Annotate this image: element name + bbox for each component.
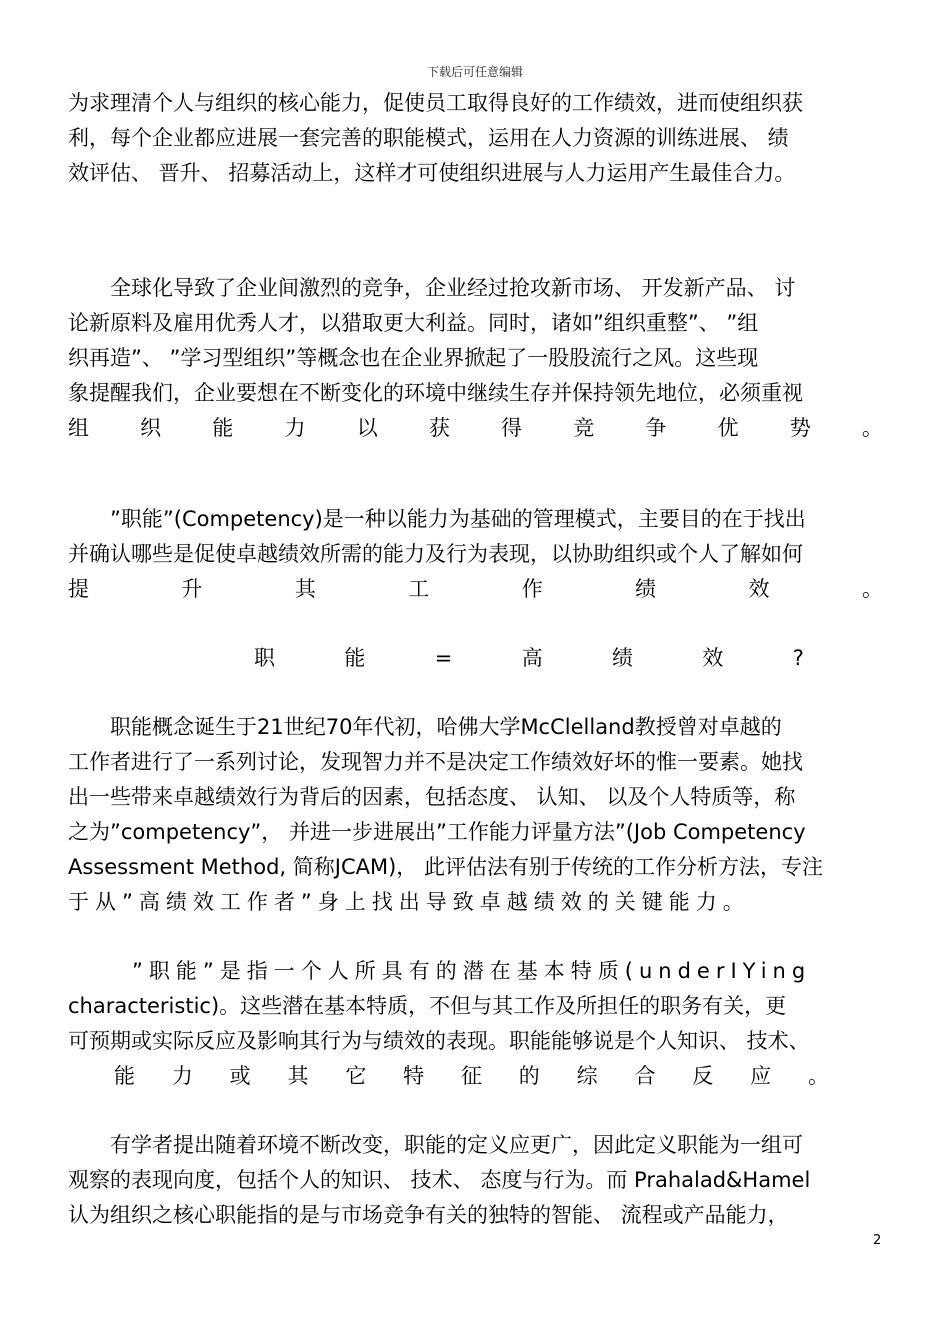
formula-char: 高 [521, 646, 543, 670]
text-line: 职能概念诞生于21世纪70年代初，哈佛大学McClelland教授曾对卓越的 [110, 715, 782, 739]
text-line: 认为组织之核心职能指的是与市场竞争有关的独特的智能、 流程或产品能力， [68, 1203, 789, 1227]
spread-char: 提 [68, 577, 89, 601]
text-line: 利，每个企业都应进展一套完善的职能模式，运用在人力资源的训练进展、 绩 [68, 126, 789, 150]
spread-char: 它 [345, 1064, 367, 1088]
text-line: 全球化导致了企业间激烈的竞争，企业经过抢攻新市场、 开发新产品、 讨 [110, 276, 796, 300]
text-line: 论新原料及雇用优秀人才，以猎取更大利益。同时，诸如”组织重整”、 ”组 [68, 311, 759, 335]
text-line: 并确认哪些是促使卓越绩效所需的能力及行为表现，以协助组织或个人了解如何 [68, 542, 803, 566]
spread-char: 势 [789, 416, 811, 440]
text-line: ”职能”(Competency)是一种以能力为基础的管理模式，主要目的在于找出 [110, 507, 806, 531]
text-line: ”职能”是指一个人所具有的潜在基本特质(underIYing [132, 959, 812, 983]
spread-char: 得 [501, 416, 523, 440]
spread-char: 应 [750, 1064, 772, 1088]
spread-char: 。 [861, 577, 883, 601]
spread-char: 力 [284, 416, 306, 440]
spread-line [68, 411, 883, 446]
text-line: 可预期或实际反应及影响其行为与绩效的表现。职能能够说是个人知识、 技术、 [68, 1029, 810, 1053]
spread-char: 的 [518, 1064, 540, 1088]
spread-line [68, 572, 883, 607]
text-line: Assessment Method, 简称JCAM)， 此评估法有别于传统的工作分析方法，专注 [68, 855, 823, 879]
formula-char: 绩 [612, 646, 634, 670]
paragraph-3 [68, 502, 883, 607]
formula-char: = [434, 646, 453, 670]
spread-char: 或 [229, 1064, 251, 1088]
spread-char: 反 [692, 1064, 714, 1088]
spread-char: 优 [717, 416, 739, 440]
spread-line [68, 1059, 883, 1094]
text-line: 有学者提出随着环境不断改变，职能的定义应更广，因此定义职能为一组可 [110, 1133, 803, 1157]
text-line: 为求理清个人与组织的核心能力，促使员工取得良好的工作绩效，进而使组织获 [68, 91, 803, 115]
spread-char: 绩 [635, 577, 657, 601]
formula-char: ? [792, 646, 804, 670]
spread-char: 获 [428, 416, 450, 440]
formula-char: 能 [344, 646, 366, 670]
spread-char: 竞 [573, 416, 595, 440]
spread-char: 组 [68, 416, 89, 440]
spread-char: 以 [356, 416, 378, 440]
text-line: 于从”高绩效工作者”身上找出导致卓越绩效的关键能力。 [68, 890, 750, 914]
formula-char: 职 [254, 646, 275, 670]
spread-char: 力 [171, 1064, 193, 1088]
text-line: 之为”competency”， 并进一步进展出”工作能力评量方法”(Job Competency [68, 820, 806, 844]
text-line: 观察的表现向度，包括个人的知识、 技术、 态度与行为。而 Prahalad&Hamel [68, 1168, 811, 1192]
text-line: 效评估、 晋升、 招募活动上，这样才可使组织进展与人力运用产生最佳合力。 [68, 161, 796, 185]
paragraph-4 [68, 710, 883, 920]
text-line: 出一些带来卓越绩效行为背后的因素，包括态度、 认知、 以及个人特质等，称 [68, 785, 796, 809]
paragraph-5 [68, 954, 883, 1094]
spread-char: 。 [861, 416, 883, 440]
spread-char: 织 [140, 416, 162, 440]
paragraph-1 [68, 86, 883, 191]
spread-char: 其 [294, 577, 316, 601]
spread-char: 工 [408, 577, 430, 601]
text-line: 织再造”、 ”学习型组织”等概念也在企业界掀起了一股股流行之风。这些现 [68, 346, 759, 370]
spread-char: 。 [807, 1064, 829, 1088]
spread-char: 效 [748, 577, 770, 601]
formula-char: 效 [702, 646, 724, 670]
spread-char: 争 [645, 416, 667, 440]
spread-char: 作 [521, 577, 543, 601]
spread-char: 能 [212, 416, 234, 440]
spread-char: 征 [460, 1064, 482, 1088]
spread-char: 合 [634, 1064, 656, 1088]
text-line: characteristic)。这些潜在基本特质，不但与其工作及所担任的职务有关，更 [68, 994, 787, 1018]
text-line: 象提醒我们，企业要想在不断变化的环境中继续生存并保持领先地位，必须重视 [68, 381, 803, 405]
paragraph-2 [68, 271, 883, 446]
spread-char: 升 [181, 577, 203, 601]
text-line: 工作者进行了一系列讨论，发现智力并不是决定工作绩效好坏的惟一要素。她找 [68, 750, 803, 774]
paragraph-6 [68, 1128, 883, 1233]
spread-char: 特 [403, 1064, 425, 1088]
body-text [68, 86, 883, 1233]
spread-char: 其 [287, 1064, 309, 1088]
formula-line [254, 641, 804, 676]
spread-char: 综 [576, 1064, 598, 1088]
spread-char: 能 [114, 1064, 135, 1088]
page-header: 下载后可任意编辑 [426, 65, 523, 79]
page-number: 2 [873, 1233, 882, 1248]
